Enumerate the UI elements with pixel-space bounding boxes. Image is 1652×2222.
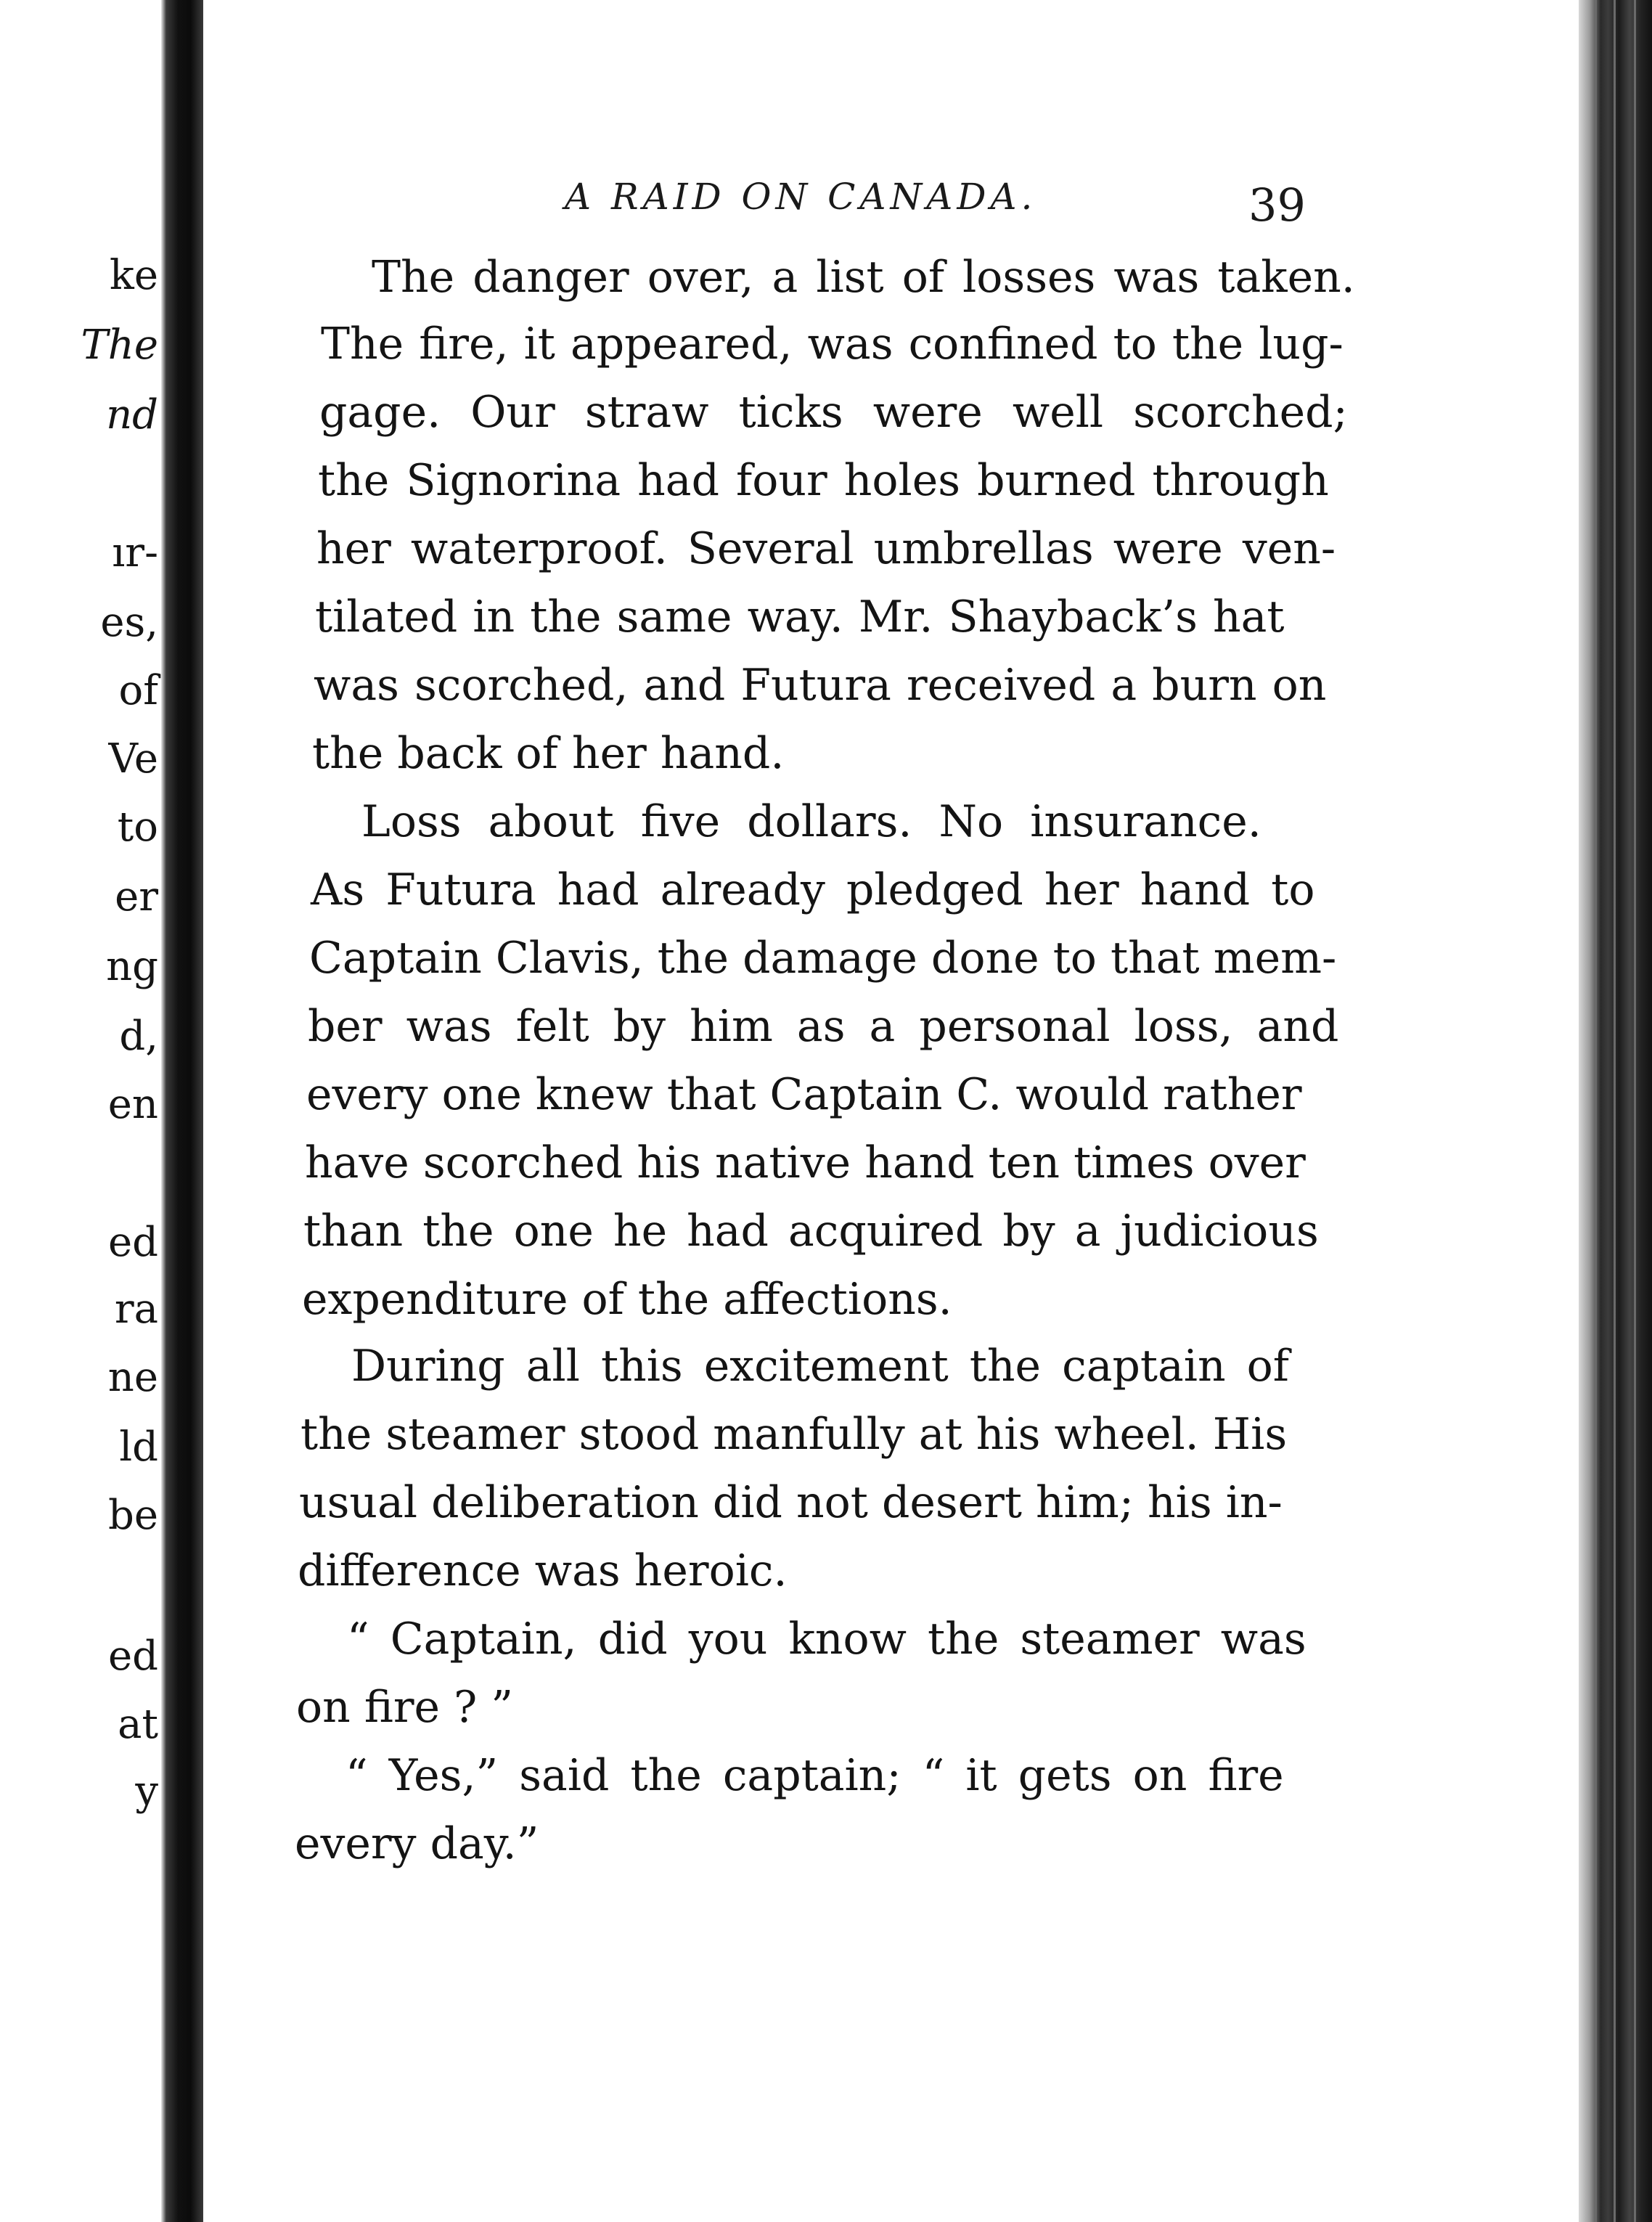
text-line: have scorched his native hand ten times over bbox=[305, 1137, 1306, 1188]
left-page-fragment: ed bbox=[108, 1219, 158, 1266]
book-page-edges bbox=[1579, 0, 1652, 2222]
left-page-fragment: ed bbox=[108, 1633, 158, 1680]
left-page-fragment: nd bbox=[106, 391, 158, 438]
left-page-fragment: ke bbox=[109, 252, 158, 299]
text-line: usual deliberation did not desert him; his in- bbox=[299, 1477, 1283, 1528]
text-line: The fire, it appeared, was confined to the lug- bbox=[321, 319, 1344, 369]
text-line: tilated in the same way. Mr. Shayback’s hat bbox=[315, 592, 1285, 642]
left-page-fragment: be bbox=[108, 1492, 158, 1539]
left-page-fragment: d, bbox=[119, 1013, 158, 1060]
running-head: A RAID ON CANADA. bbox=[565, 176, 1037, 218]
left-page-fragment: to bbox=[117, 804, 158, 851]
text-line: the back of her hand. bbox=[312, 728, 785, 779]
text-line: As Futura had already pledged her hand to bbox=[311, 865, 1315, 915]
text-line: difference was heroic. bbox=[298, 1545, 788, 1596]
text-line: than the one he had acquired by a judicious bbox=[303, 1206, 1319, 1257]
text-line: the Signorina had four holes burned through bbox=[318, 455, 1329, 506]
left-page-fragment: at bbox=[118, 1701, 158, 1748]
left-page-fragment: The bbox=[81, 322, 158, 369]
book-page bbox=[203, 0, 1579, 2222]
text-line: The danger over, a list of losses was taken. bbox=[372, 252, 1355, 303]
text-line: was scorched, and Futura received a burn on bbox=[314, 660, 1327, 711]
left-page-fragment: Ve bbox=[108, 735, 158, 783]
left-page-fragment: y bbox=[135, 1768, 158, 1815]
left-page-fragment: of bbox=[118, 667, 158, 714]
text-line: expenditure of the affections. bbox=[302, 1274, 952, 1325]
book-gutter-shadow bbox=[161, 0, 203, 2222]
text-line: her waterproof. Several umbrellas were ven- bbox=[316, 523, 1336, 574]
left-page-fragment: es, bbox=[100, 599, 158, 646]
text-line: Loss about five dollars. No insurance. bbox=[361, 796, 1262, 847]
left-page-fragment: ne bbox=[107, 1354, 158, 1401]
text-line: on fire ? ” bbox=[296, 1682, 514, 1733]
left-page-fragment: ra bbox=[114, 1286, 158, 1333]
left-facing-page bbox=[0, 0, 161, 2222]
text-line: every day.” bbox=[295, 1818, 539, 1869]
left-page-fragment: en bbox=[107, 1081, 158, 1128]
left-page-fragment: ır- bbox=[112, 529, 158, 576]
left-page-fragment: er bbox=[115, 873, 158, 920]
left-page-fragment: ng bbox=[106, 943, 158, 990]
page-edge-line bbox=[1614, 0, 1616, 2222]
page-edge-line bbox=[1595, 0, 1597, 2222]
text-line: “ Captain, did you know the steamer was bbox=[347, 1614, 1307, 1665]
left-page-fragment: ld bbox=[119, 1424, 158, 1471]
text-line: the steamer stood manfully at his wheel. His bbox=[300, 1409, 1288, 1460]
page-edge-line bbox=[1634, 0, 1636, 2222]
text-line: Captain Clavis, the damage done to that mem- bbox=[309, 933, 1337, 984]
text-line: “ Yes,” said the captain; “ it gets on fire bbox=[345, 1750, 1284, 1801]
page-number: 39 bbox=[1248, 179, 1306, 232]
text-line: gage. Our straw ticks were well scorched; bbox=[319, 387, 1348, 438]
text-line: every one knew that Captain C. would rather bbox=[306, 1069, 1302, 1120]
text-line: During all this excitement the captain of bbox=[351, 1341, 1289, 1392]
text-line: ber was felt by him as a personal loss, and bbox=[308, 1001, 1339, 1052]
